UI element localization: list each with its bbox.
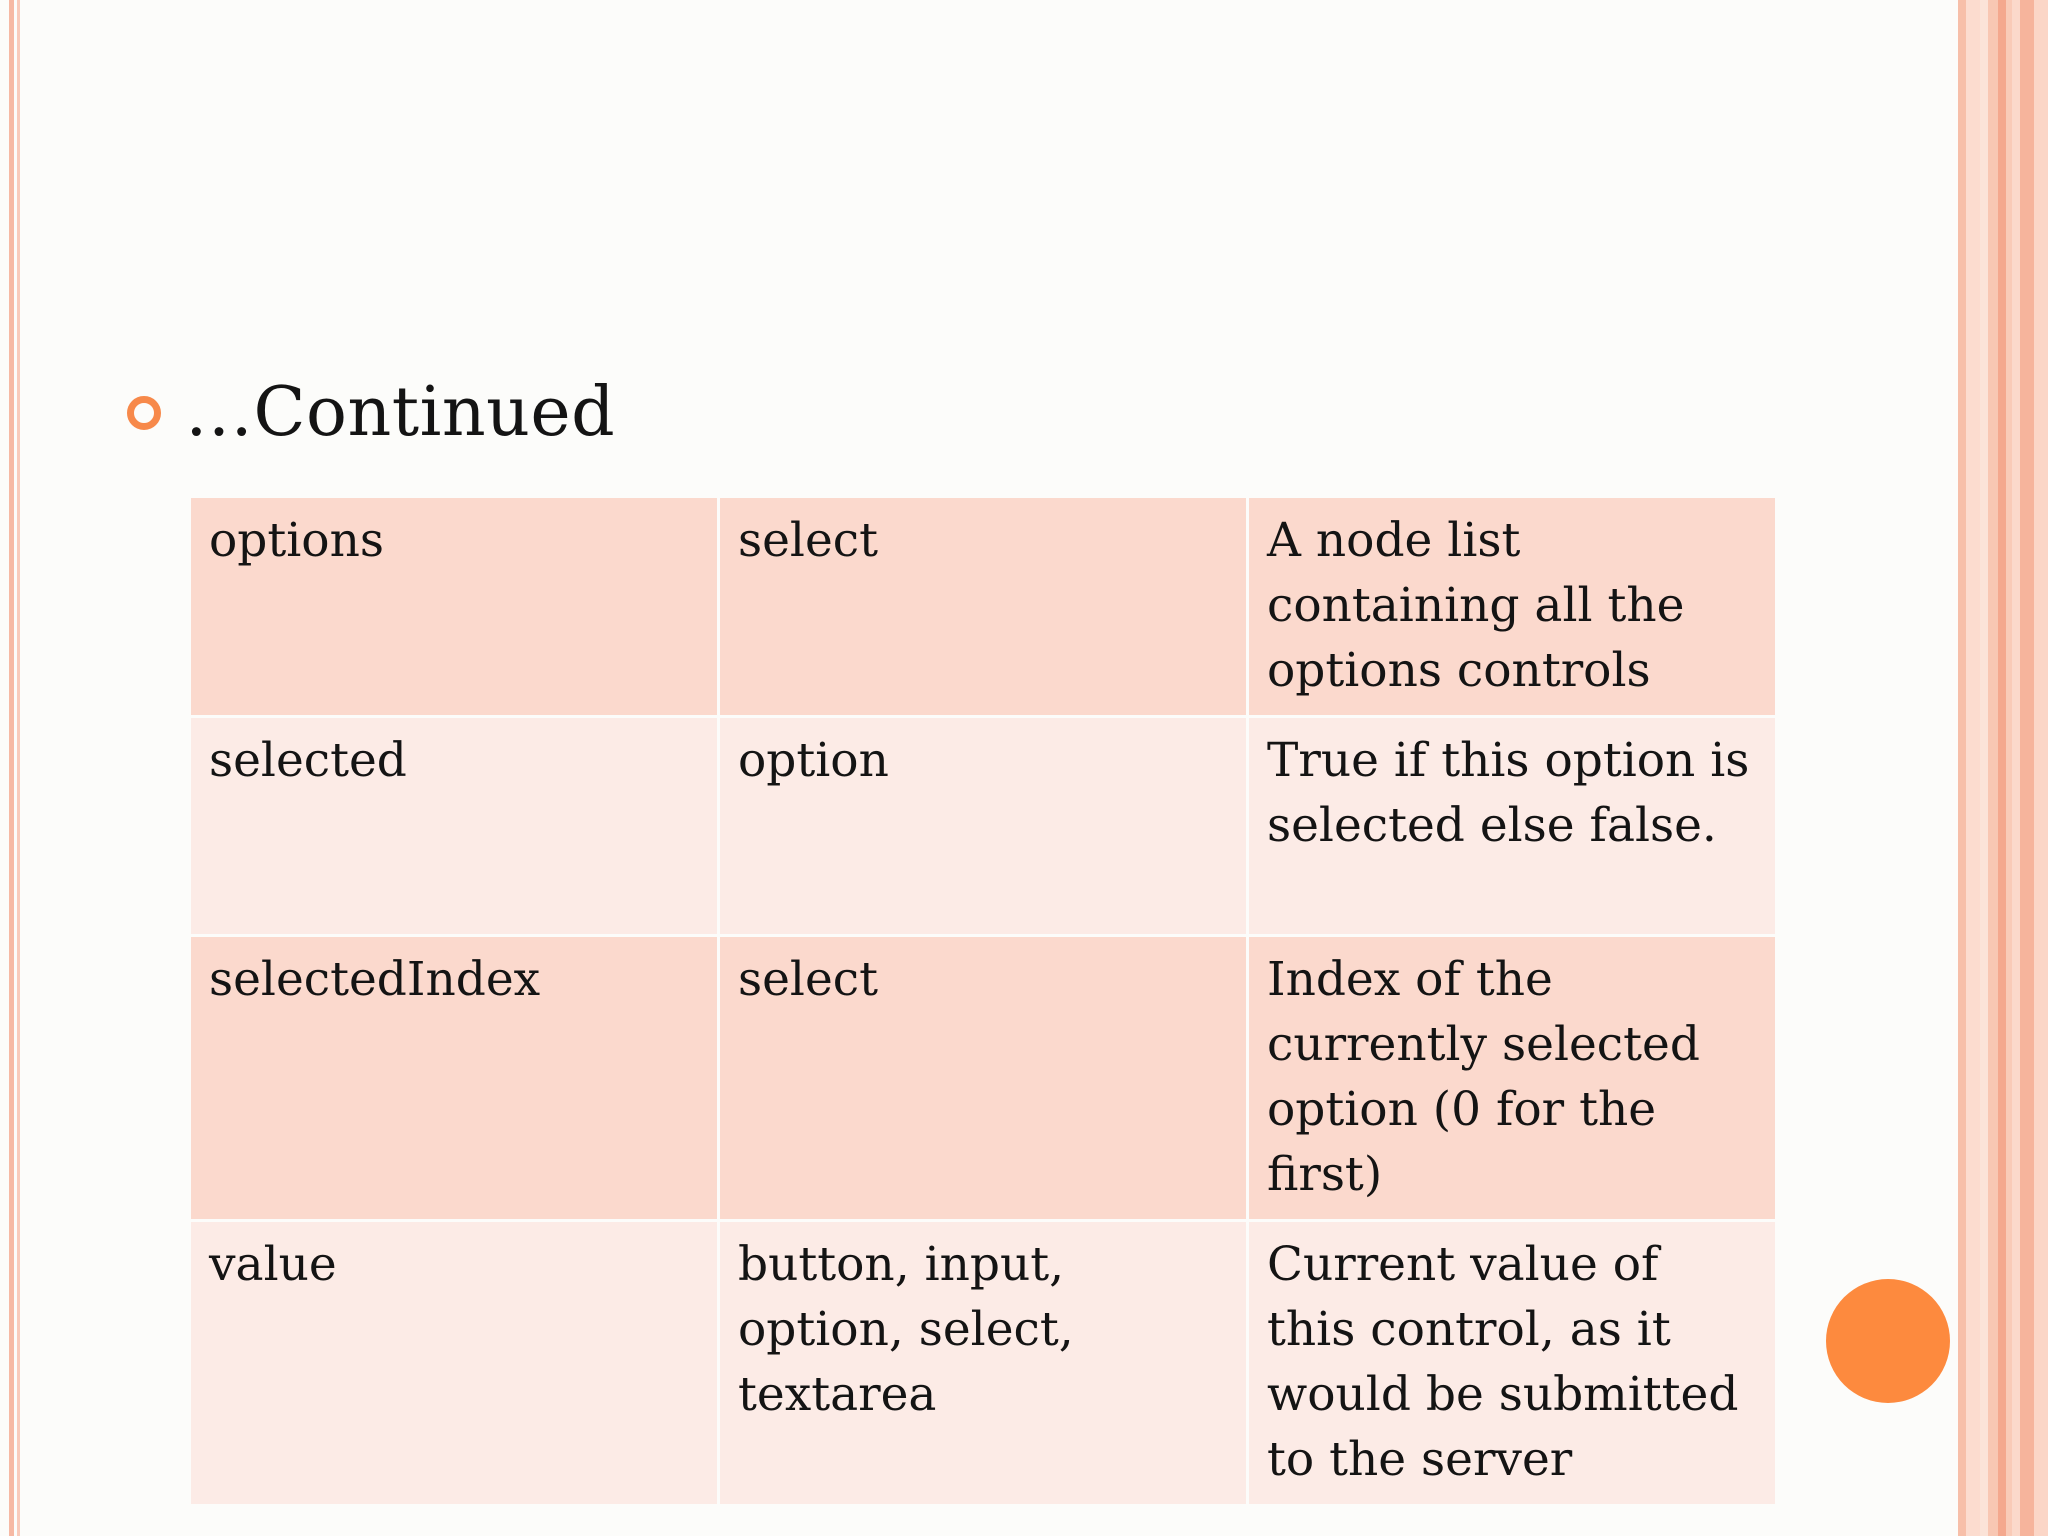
right-stripe (1958, 0, 1966, 1536)
cell-description: Index of the currently selected option (0 for the first) (1249, 937, 1775, 1219)
cell-description: True if this option is selected else false. (1249, 718, 1775, 934)
right-stripe (2034, 0, 2048, 1536)
table-row (191, 937, 1775, 1219)
orange-circle-decoration (1826, 1279, 1950, 1403)
bullet-heading (127, 368, 615, 458)
left-border-line (9, 0, 14, 1536)
right-stripe (1966, 0, 1980, 1536)
cell-applies-to: option (720, 718, 1246, 934)
table-row (191, 718, 1775, 934)
right-stripe (1980, 0, 1988, 1536)
cell-applies-to: button, input, option, select, textarea (720, 1222, 1246, 1504)
right-stripe (1998, 0, 2006, 1536)
left-border-line-inner (17, 0, 20, 1536)
cell-property: selected (191, 718, 717, 934)
right-stripe (2020, 0, 2034, 1536)
table-row (191, 498, 1775, 715)
cell-description: Current value of this control, as it would be submitted to the server (1249, 1222, 1775, 1504)
right-stripe (2012, 0, 2020, 1536)
right-stripe (1988, 0, 1998, 1536)
cell-applies-to: select (720, 937, 1246, 1219)
cell-property: options (191, 498, 717, 715)
cell-property: selectedIndex (191, 937, 717, 1219)
cell-property: value (191, 1222, 717, 1504)
hollow-circle-bullet-icon (127, 396, 161, 430)
cell-description: A node list containing all the options controls (1249, 498, 1775, 715)
table-row (191, 1222, 1775, 1504)
properties-table (188, 495, 1778, 1507)
cell-applies-to: select (720, 498, 1246, 715)
heading-text: …Continued (185, 373, 616, 452)
